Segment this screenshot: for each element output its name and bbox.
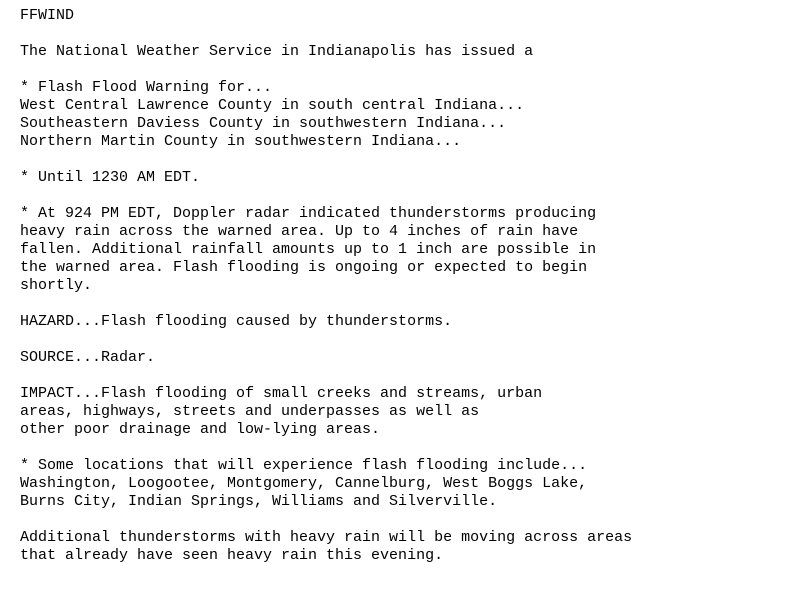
hazard-line: HAZARD...Flash flooding caused by thunderstorms. — [20, 313, 453, 330]
warned-area-line: West Central Lawrence County in south central Indiana... — [20, 97, 525, 114]
closing-line: that already have seen heavy rain this evening. — [20, 547, 444, 564]
warning-header: * Flash Flood Warning for... — [20, 79, 273, 96]
blank-line — [20, 151, 790, 169]
situation-line: * At 924 PM EDT, Doppler radar indicated thunderstorms producing — [20, 205, 597, 222]
warned-area-line: Northern Martin County in southwestern Indiana... — [20, 133, 462, 150]
impact-line: other poor drainage and low-lying areas. — [20, 421, 381, 438]
situation-line: the warned area. Flash flooding is ongoing or expected to begin — [20, 259, 588, 276]
impact-line: IMPACT...Flash flooding of small creeks and streams, urban — [20, 385, 543, 402]
intro-line: The National Weather Service in Indianapolis has issued a — [20, 43, 534, 60]
product-id: FFWIND — [20, 7, 75, 24]
situation-line: fallen. Additional rainfall amounts up to 1 inch are possible in — [20, 241, 597, 258]
blank-line — [20, 331, 790, 349]
blank-line — [20, 511, 790, 529]
situation-line: shortly. — [20, 277, 93, 294]
blank-line — [20, 25, 790, 43]
blank-line — [20, 295, 790, 313]
locations-line: Washington, Loogootee, Montgomery, Cannelburg, West Boggs Lake, — [20, 475, 588, 492]
locations-line: Burns City, Indian Springs, Williams and Silverville. — [20, 493, 498, 510]
blank-line — [20, 187, 790, 205]
closing-line: Additional thunderstorms with heavy rain will be moving across areas — [20, 529, 633, 546]
until-line: * Until 1230 AM EDT. — [20, 169, 201, 186]
blank-line — [20, 367, 790, 385]
warned-area-line: Southeastern Daviess County in southwestern Indiana... — [20, 115, 507, 132]
locations-line: * Some locations that will experience flash flooding include... — [20, 457, 588, 474]
blank-line — [20, 439, 790, 457]
blank-line — [20, 61, 790, 79]
situation-line: heavy rain across the warned area. Up to 4 inches of rain have — [20, 223, 579, 240]
warning-text-document — [20, 7, 790, 565]
impact-line: areas, highways, streets and underpasses as well as — [20, 403, 480, 420]
source-line: SOURCE...Radar. — [20, 349, 156, 366]
